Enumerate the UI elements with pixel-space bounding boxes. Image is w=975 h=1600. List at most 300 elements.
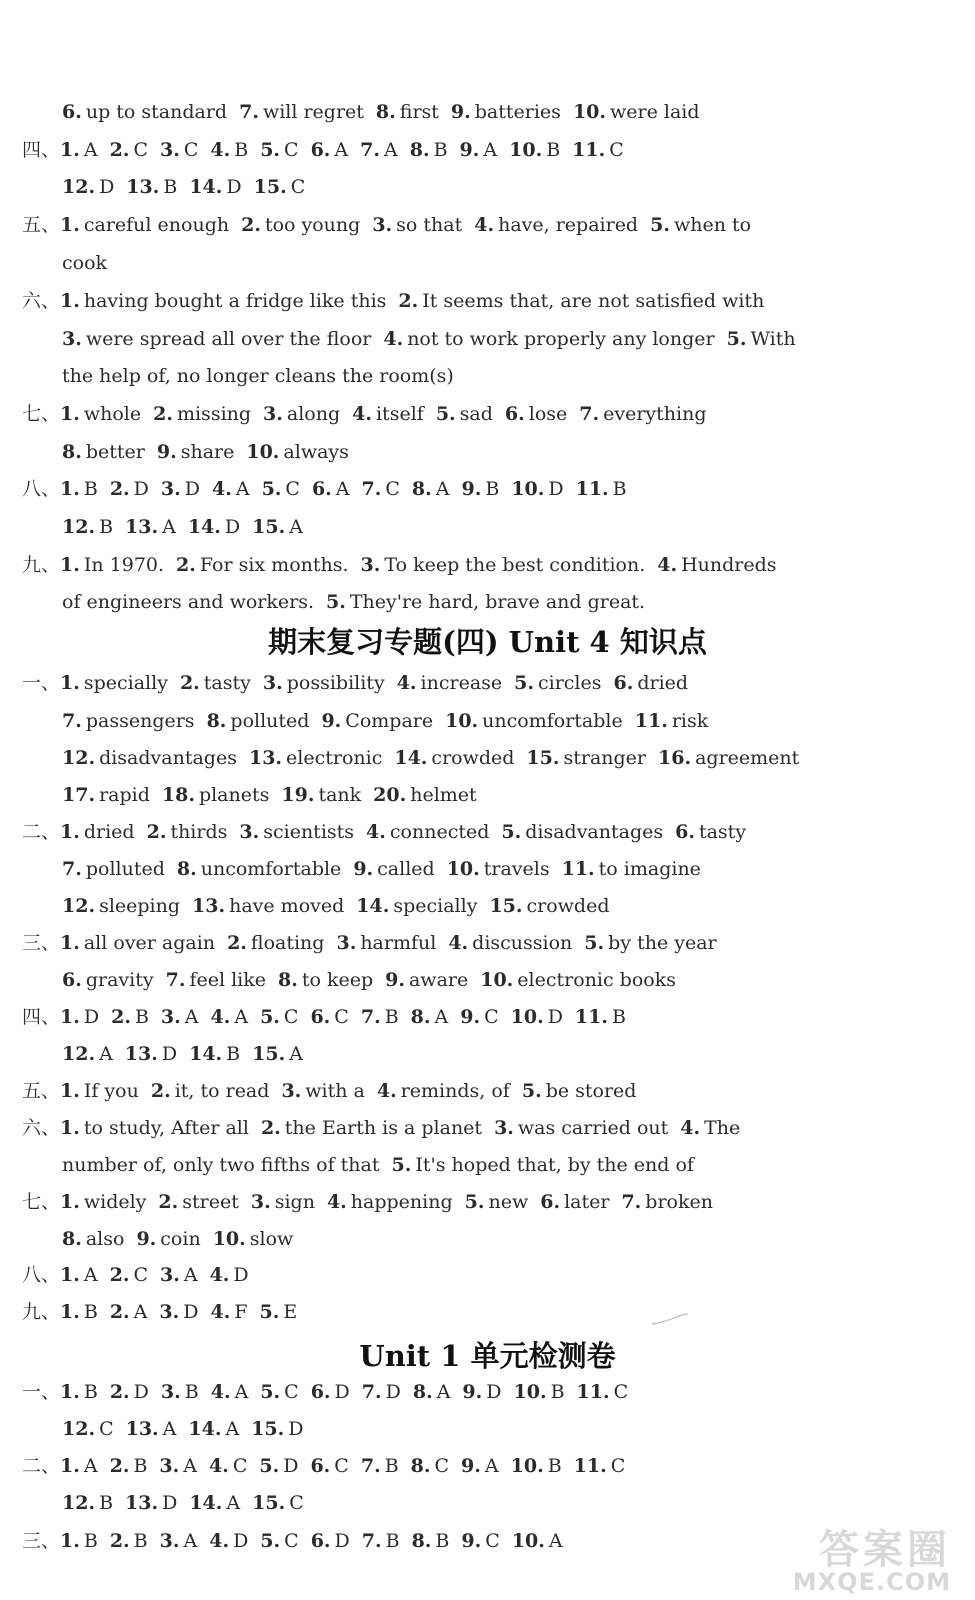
answer-item [413, 1381, 451, 1403]
answer-line-continuation [62, 1153, 953, 1177]
answer-text: tank [318, 784, 362, 806]
answer-item [577, 1381, 629, 1403]
answer-text: B [234, 139, 249, 161]
answer-text: C [609, 139, 624, 161]
question-number: 4. [680, 1117, 701, 1139]
answer-text: D [162, 1492, 178, 1514]
answer-text: C [290, 176, 306, 198]
answer-item [445, 710, 623, 732]
watermark-sub-text: MXQE.COM [792, 1568, 951, 1596]
question-number: 8. [409, 139, 430, 161]
answer-item [62, 747, 237, 769]
answer-text: C [334, 1455, 349, 1477]
question-number: 4. [366, 821, 386, 843]
answer-item [60, 821, 135, 843]
question-number: 4. [210, 1381, 231, 1403]
answer-item [62, 710, 195, 732]
answer-text: C [610, 1455, 626, 1477]
answer-continued-text: cook [62, 252, 108, 274]
answer-item [411, 1006, 449, 1028]
answer-text: B [550, 1381, 565, 1403]
question-number: 15. [252, 1492, 286, 1514]
question-number: 9. [460, 1006, 481, 1028]
answer-text: sleeping [99, 895, 181, 917]
question-number: 3. [62, 328, 82, 350]
answer-text: A [235, 478, 250, 500]
section-number: 八、 [22, 478, 61, 500]
question-number: 12. [62, 1043, 96, 1065]
answer-item [60, 1530, 98, 1552]
answer-text: C [284, 1530, 299, 1552]
question-number: 6. [311, 478, 332, 500]
question-number: 9. [353, 858, 374, 880]
answer-item [60, 139, 98, 161]
answer-item [227, 932, 324, 954]
answer-item [448, 932, 572, 954]
question-number: 15. [251, 1418, 285, 1440]
answer-text: B [433, 139, 448, 161]
question-number: 2. [109, 1301, 130, 1323]
question-number: 5. [261, 478, 282, 500]
section-number: 一、 [22, 672, 61, 694]
answer-line-continuation [62, 515, 953, 539]
question-number: 7. [360, 139, 380, 161]
answer-item [162, 784, 270, 806]
question-number: 3. [159, 1530, 180, 1552]
answer-item [210, 1301, 247, 1323]
answer-text: A [162, 1418, 177, 1440]
answer-item [584, 932, 716, 954]
answer-text: A [225, 1418, 240, 1440]
answer-text: D [183, 1301, 199, 1323]
answer-item [311, 1530, 350, 1552]
question-number: 10. [246, 441, 280, 463]
answer-item [658, 747, 799, 769]
answer-item [259, 1455, 298, 1477]
question-number: 6. [504, 403, 525, 425]
watermark-main-text: 答案圈 [819, 1527, 951, 1573]
watermark-logo [792, 1527, 951, 1596]
question-number: 9. [461, 478, 482, 500]
answer-text: For six months. [199, 554, 349, 576]
question-number: 9. [461, 1455, 481, 1477]
answer-item [60, 1080, 139, 1102]
answer-item [514, 1381, 565, 1403]
answer-item [727, 328, 796, 350]
answer-item [383, 328, 714, 350]
answer-item [60, 478, 98, 500]
answer-line-continuation [62, 1491, 953, 1515]
answer-text: B [83, 1301, 98, 1323]
answer-item [572, 139, 624, 161]
answer-item [398, 290, 764, 312]
answer-item [511, 478, 563, 500]
answer-item [278, 969, 373, 991]
answer-line-section-start [22, 289, 953, 313]
question-number: 13. [125, 1418, 159, 1440]
question-number: 1. [60, 821, 80, 843]
answer-text: reminds, of [400, 1080, 510, 1102]
question-number: 12. [62, 895, 96, 917]
question-number: 5. [260, 139, 281, 161]
pen-stroke-mark [650, 1312, 690, 1326]
question-number: 11. [561, 858, 595, 880]
answer-item [614, 672, 689, 694]
question-number: 5. [726, 328, 747, 350]
answer-text: B [83, 1381, 98, 1403]
question-number: 13. [125, 516, 159, 538]
question-number: 1. [60, 478, 80, 500]
answer-item [177, 858, 341, 880]
answer-text: polluted [230, 710, 310, 732]
answer-text: tasty [203, 672, 251, 694]
question-number: 7. [239, 101, 259, 123]
answer-text: B [83, 478, 98, 500]
section-number: 六、 [22, 1117, 61, 1139]
question-number: 3. [160, 478, 181, 500]
answer-text: A [484, 1455, 499, 1477]
answer-item [352, 403, 424, 425]
answer-item [576, 478, 627, 500]
answer-item [385, 969, 468, 991]
question-number: 1. [60, 672, 80, 694]
answer-text: missing [176, 403, 252, 425]
answer-text: D [233, 1530, 249, 1552]
question-number: 4. [657, 554, 678, 576]
section-number: 一、 [22, 1381, 61, 1403]
question-number: 3. [360, 554, 381, 576]
answer-text: increase [420, 672, 503, 694]
answer-item [505, 403, 567, 425]
answer-item [60, 672, 168, 694]
answer-text: feel like [189, 969, 267, 991]
answer-item [321, 710, 433, 732]
answer-text: electronic [286, 747, 383, 769]
answer-text: B [547, 1455, 562, 1477]
question-number: 7. [360, 1455, 381, 1477]
answer-item [180, 672, 251, 694]
answer-text: when to [673, 214, 752, 236]
answer-text: A [133, 1301, 148, 1323]
section-number: 三、 [22, 1530, 61, 1552]
answer-item [62, 784, 150, 806]
answer-item [62, 1492, 113, 1514]
question-number: 5. [435, 403, 456, 425]
section-number: 三、 [22, 932, 61, 954]
answer-item [62, 1418, 114, 1440]
section-number: 九、 [22, 1301, 61, 1323]
question-number: 9. [459, 139, 480, 161]
answer-text: floating [250, 932, 325, 954]
answer-item [447, 858, 550, 880]
answer-text: C [385, 478, 400, 500]
question-number: 2. [111, 1006, 131, 1028]
answer-text: B [384, 1006, 399, 1028]
answer-item [263, 403, 340, 425]
section-number: 五、 [22, 1080, 61, 1102]
question-number: 15. [252, 1043, 286, 1065]
answer-item [62, 101, 227, 123]
question-number: 9. [450, 101, 471, 123]
answer-item [211, 1381, 249, 1403]
question-number: 15. [252, 516, 286, 538]
answer-item [680, 1117, 740, 1139]
answer-item [460, 139, 498, 161]
answer-text: along [286, 403, 341, 425]
answer-text: B [385, 1530, 400, 1552]
question-number: 1. [60, 214, 80, 236]
answer-line-continuation [62, 327, 953, 351]
answer-text: will regret [262, 101, 364, 123]
answer-text: too young [264, 214, 361, 236]
answer-text: B [99, 1492, 114, 1514]
answer-text: agreement [695, 747, 800, 769]
answer-item [621, 1191, 713, 1213]
question-number: 5. [391, 1154, 412, 1176]
question-number: 14. [189, 1492, 223, 1514]
question-number: 3. [159, 139, 180, 161]
answer-text: risk [671, 710, 709, 732]
answer-text: C [232, 1455, 248, 1477]
answer-item [336, 932, 436, 954]
answer-text: new [488, 1191, 529, 1213]
answer-item [60, 1301, 98, 1323]
answer-item [579, 403, 706, 425]
answer-item [188, 516, 240, 538]
answer-item [362, 1530, 400, 1552]
answer-text: A [183, 1264, 198, 1286]
answer-item [501, 821, 663, 843]
question-number: 9. [136, 1228, 157, 1250]
answer-text: D [548, 478, 564, 500]
answer-text: so that [396, 214, 463, 236]
answer-item [213, 1228, 294, 1250]
answer-item [310, 1455, 348, 1477]
answer-text: polluted [85, 858, 165, 880]
answer-item [110, 1301, 148, 1323]
answer-text: D [288, 1418, 304, 1440]
answer-item [281, 784, 361, 806]
question-number: 19. [281, 784, 315, 806]
answer-item [509, 139, 560, 161]
answer-text: disadvantages [99, 747, 237, 769]
answer-text: In 1970. [83, 554, 165, 576]
answer-text: everything [603, 403, 707, 425]
answer-text: D [133, 478, 149, 500]
answer-item [261, 1117, 482, 1139]
section-number: 五、 [22, 214, 61, 236]
answer-text: Compare [345, 710, 434, 732]
answer-text: A [183, 1455, 197, 1477]
answer-item [657, 554, 776, 576]
question-number: 1. [60, 1530, 80, 1552]
answer-line-continuation [62, 857, 953, 881]
section-number: 八、 [22, 1264, 61, 1286]
question-number: 17. [62, 784, 96, 806]
answer-item [210, 1006, 248, 1028]
answer-text: were spread all over the floor [85, 328, 372, 350]
answer-item [260, 1301, 298, 1323]
answer-item [251, 1418, 303, 1440]
answer-line-section-start [22, 553, 953, 577]
question-number: 15. [489, 895, 523, 917]
answer-text: widely [83, 1191, 147, 1213]
answer-line-section-start [22, 1079, 953, 1103]
question-number: 13. [126, 176, 160, 198]
answer-item [147, 821, 228, 843]
answer-text: D [184, 478, 200, 500]
answer-text: A [234, 1006, 249, 1028]
answer-text: D [547, 1006, 563, 1028]
answer-text: sign [274, 1191, 315, 1213]
question-number: 10. [509, 139, 543, 161]
answer-item [361, 1006, 399, 1028]
question-number: 5. [521, 1080, 542, 1102]
answer-text: A [183, 1530, 198, 1552]
answer-text: B [435, 1530, 450, 1552]
question-number: 14. [394, 747, 428, 769]
question-number: 2. [109, 1455, 130, 1477]
answer-text: helmet [410, 784, 477, 806]
answer-item [635, 710, 709, 732]
question-number: 2. [153, 403, 173, 425]
question-number: 3. [336, 932, 357, 954]
answer-item [160, 139, 198, 161]
answer-text: Hundreds [681, 554, 777, 576]
answer-text: A [289, 1043, 303, 1065]
answer-item [160, 1264, 198, 1286]
answer-text: A [435, 478, 450, 500]
question-number: 8. [410, 1455, 431, 1477]
answer-text: possibility [286, 672, 385, 694]
answer-item [161, 1381, 199, 1403]
answer-line-section-start [22, 213, 953, 237]
answer-item [60, 1455, 98, 1477]
question-number: 10. [510, 1455, 544, 1477]
question-number: 6. [310, 139, 331, 161]
question-number: 4. [210, 1006, 231, 1028]
question-number: 4. [448, 932, 469, 954]
answer-text: C [133, 139, 148, 161]
answer-item [262, 478, 300, 500]
answer-item [361, 1455, 399, 1477]
answer-item [188, 1418, 239, 1440]
answer-item [239, 821, 354, 843]
answer-line-continuation [62, 364, 953, 388]
question-number: 1. [60, 139, 80, 161]
answer-item [60, 403, 141, 425]
answer-item [480, 969, 676, 991]
answer-item [125, 1043, 177, 1065]
answer-item [394, 747, 514, 769]
question-number: 6. [310, 1455, 331, 1477]
answer-text: was carried out [517, 1117, 669, 1139]
answer-text: itself [375, 403, 424, 425]
answer-text: the Earth is a planet [284, 1117, 483, 1139]
answer-item [209, 1530, 248, 1552]
question-number: 5. [501, 821, 522, 843]
answer-text: A [162, 516, 176, 538]
answer-text: D [486, 1381, 502, 1403]
answer-line-section-start [22, 1380, 953, 1404]
question-number: 10. [445, 710, 479, 732]
answer-text: C [183, 139, 199, 161]
answer-continued-text: the help of, no longer cleans the room(s) [62, 365, 454, 387]
answer-item [675, 821, 746, 843]
answer-item [573, 101, 700, 123]
answer-text: careful enough [83, 214, 230, 236]
answer-text: have, repaired [498, 214, 639, 236]
answer-line-section-start [22, 820, 953, 844]
answer-item [494, 1117, 668, 1139]
answer-item [189, 176, 241, 198]
question-number: 2. [109, 478, 130, 500]
answer-text: be stored [545, 1080, 637, 1102]
answer-item [157, 441, 235, 463]
answer-item [412, 1530, 450, 1552]
answer-text: have moved [229, 895, 345, 917]
answer-item [158, 1191, 238, 1213]
answer-text: discussion [472, 932, 573, 954]
question-number: 6. [310, 1381, 331, 1403]
answer-item [327, 1191, 453, 1213]
answer-item [511, 1006, 563, 1028]
question-number: 13. [248, 747, 283, 769]
answer-line-section-start [22, 1116, 953, 1140]
question-number: 2. [109, 1381, 130, 1403]
answer-text: B [99, 516, 114, 538]
question-number: 14. [188, 1418, 222, 1440]
answer-item [60, 1117, 249, 1139]
question-number: 10. [212, 1228, 246, 1250]
answer-item [161, 478, 200, 500]
question-number: 2. [109, 1264, 130, 1286]
answer-text: A [548, 1530, 563, 1552]
question-number: 12. [62, 516, 96, 538]
answer-text: first [399, 101, 439, 123]
answer-text: D [334, 1530, 350, 1552]
answer-item [514, 672, 601, 694]
answer-item [373, 784, 477, 806]
question-number: 3. [494, 1117, 514, 1139]
question-number: 8. [62, 441, 82, 463]
answer-item [326, 591, 645, 613]
answer-text: connected [389, 821, 490, 843]
answer-item [252, 516, 303, 538]
section-number: 四、 [22, 1006, 61, 1028]
answer-line-continuation [62, 1227, 953, 1251]
answer-item [189, 1492, 240, 1514]
answer-item [574, 1455, 626, 1477]
answer-item [397, 672, 502, 694]
question-number: 14. [189, 176, 223, 198]
question-number: 2. [176, 554, 196, 576]
answer-item [251, 1191, 315, 1213]
answer-item [62, 176, 114, 198]
answer-text: rapid [99, 784, 150, 806]
answer-text: crowded [431, 747, 515, 769]
answer-text: lose [528, 403, 568, 425]
answer-item [311, 139, 349, 161]
answer-text: C [484, 1006, 499, 1028]
question-number: 11. [634, 710, 668, 732]
answer-text: circles [537, 672, 602, 694]
question-number: 10. [511, 1530, 545, 1552]
answer-text: A [436, 1381, 451, 1403]
answer-text: gravity [85, 969, 154, 991]
answer-text: D [334, 1381, 350, 1403]
question-number: 6. [310, 1006, 331, 1028]
